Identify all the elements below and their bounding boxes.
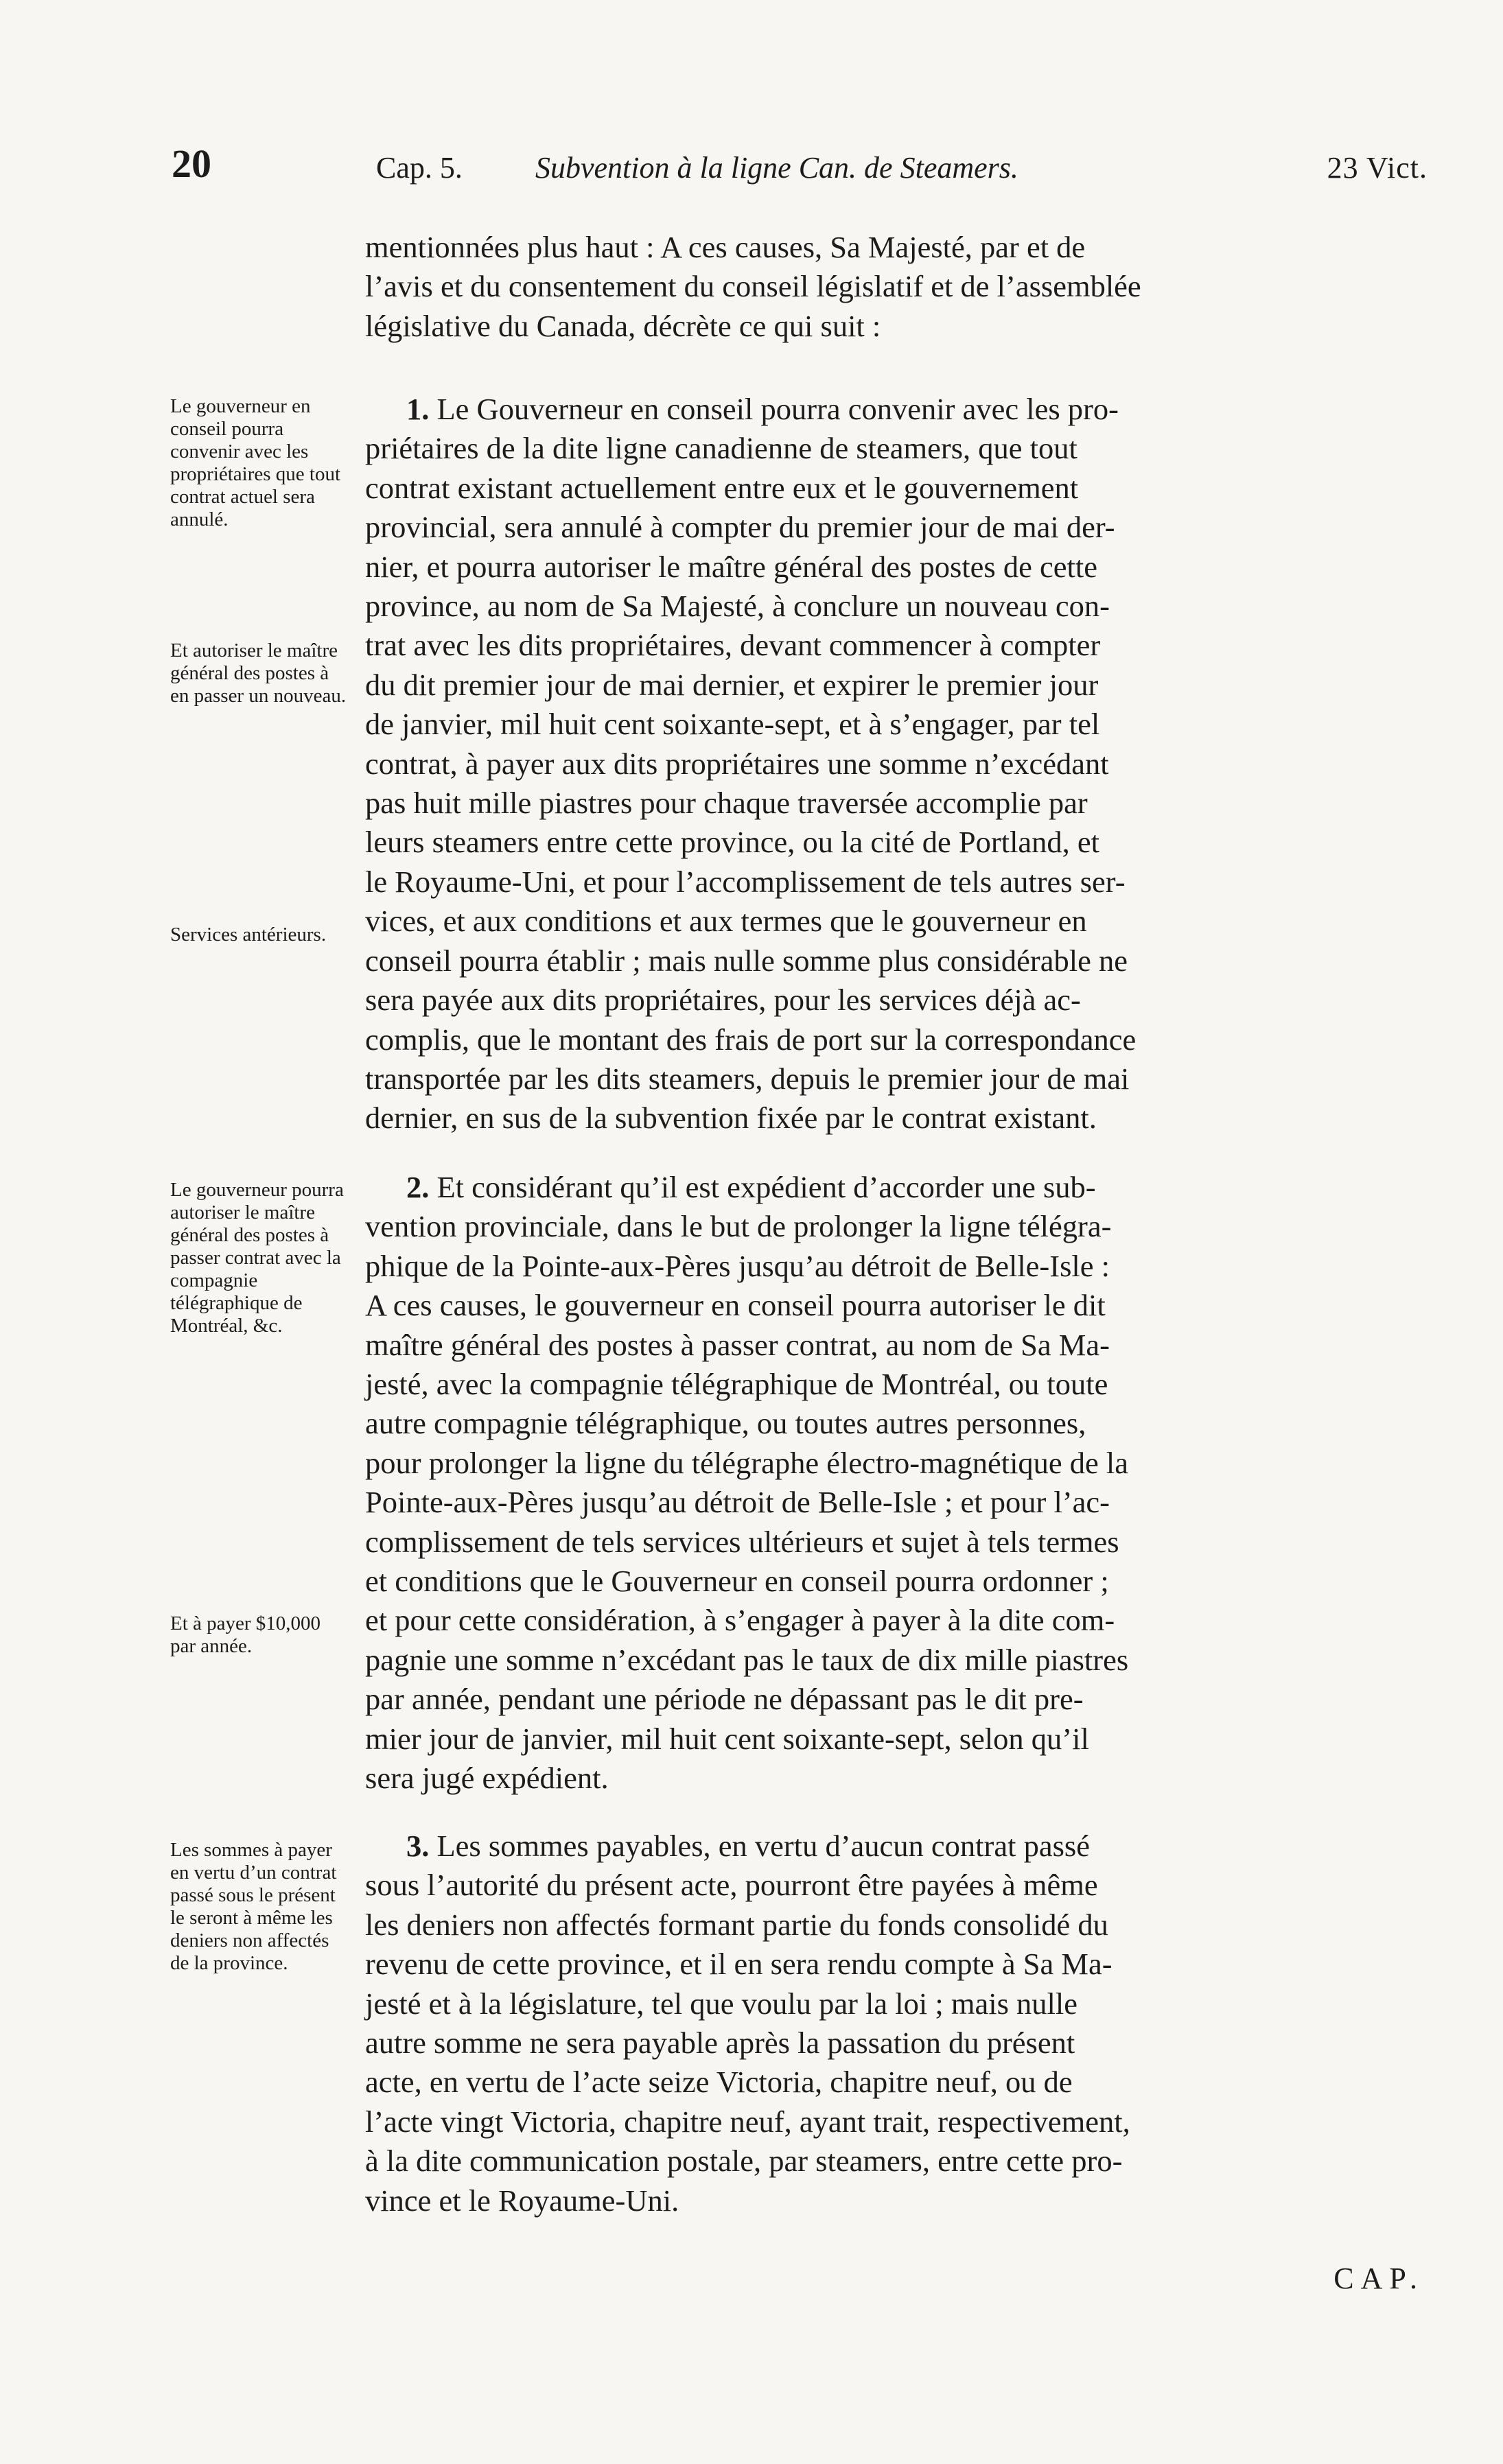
text-line: Pointe-aux-Pères jusqu’au détroit de Belle-Isle ; et pour l’ac- [365,1485,1110,1520]
intro-paragraph [365,228,1422,346]
text-line: vention provinciale, dans le but de prolonger la ligne télégra- [365,1209,1112,1244]
running-title: Subvention à la ligne Can. de Steamers. [535,151,1018,185]
text-line: mentionnées plus haut : A ces causes, Sa Majesté, par et de [365,230,1086,264]
section-3 [365,1827,1422,2220]
margin-note: Et autoriser le maître général des postes à en passer un nouveau. [170,640,347,707]
text-line: autre compagnie télégraphique, ou toutes autres personnes, [365,1406,1086,1441]
section-number: 1. [406,392,430,426]
regnal-year: 23 Vict. [1327,151,1428,185]
section-1 [365,390,1422,1138]
text-line: vices, et aux conditions et aux termes que le gouverneur en [365,904,1087,939]
text-line: l’avis et du consentement du conseil législatif et de l’assemblée [365,269,1141,304]
margin-note: Les sommes à payer en vertu d’un contrat passé sous le présent le seront à même les deniers non affectés de la province. [170,1839,337,1974]
text-line: autre somme ne sera payable après la passation du présent [365,2026,1075,2061]
text-line: priétaires de la dite ligne canadienne de steamers, que tout [365,431,1077,466]
running-header [172,141,1428,196]
section-number: 3. [406,1829,430,1863]
text-line: nier, et pourra autoriser le maître général des postes de cette [365,549,1097,584]
text-line: du dit premier jour de mai dernier, et expirer le premier jour [365,667,1099,702]
text-line: provincial, sera annulé à compter du premier jour de mai der- [365,510,1115,545]
page-number: 20 [172,141,211,186]
section-2 [365,1168,1422,1798]
text-line: conseil pourra établir ; mais nulle somme plus considérable ne [365,943,1128,978]
text-line: transportée par les dits steamers, depuis le premier jour de mai [365,1061,1130,1096]
text-line: législative du Canada, décrète ce qui suit : [365,308,881,343]
section-first-line [365,1827,1422,1866]
text-line: jesté et à la législature, tel que voulu par la loi ; mais nulle [365,1986,1078,2021]
text-line: sera payée aux dits propriétaires, pour les services déjà ac- [365,983,1081,1018]
text-line: contrat existant actuellement entre eux et le gouvernement [365,470,1079,505]
chapter-label: Cap. 5. [376,151,463,185]
text-line: Et considérant qu’il est expédient d’accorder une sub- [436,1170,1096,1204]
text-line: complissement de tels services ultérieurs et sujet à tels termes [365,1524,1119,1559]
text-line: et pour cette considération, à s’engager à payer à la dite com- [365,1603,1115,1638]
text-line: phique de la Pointe-aux-Pères jusqu’au détroit de Belle-Isle : [365,1248,1110,1283]
text-line: trat avec les dits propriétaires, devant commencer à compter [365,628,1101,663]
text-line: Le Gouverneur en conseil pourra convenir avec les pro- [436,392,1119,426]
text-line: vince et le Royaume-Uni. [365,2183,679,2218]
section-number: 2. [406,1170,430,1204]
text-line: mier jour de janvier, mil huit cent soixante-sept, selon qu’il [365,1721,1089,1756]
catchword: CAP. [1333,2262,1424,2295]
text-line: A ces causes, le gouverneur en conseil pourra autoriser le dit [365,1288,1106,1323]
margin-note: Le gouverneur en conseil pourra convenir avec les propriétaires que tout contrat actuel sera annulé. [170,395,341,530]
text-line: leurs steamers entre cette province, ou la cité de Portland, et [365,825,1100,860]
margin-note: Le gouverneur pourra autoriser le maître général des postes à passer contrat avec la compagnie télégraphique de Montréal, &c. [170,1179,344,1337]
text-line: pagnie une somme n’excédant pas le taux de dix mille piastres [365,1642,1129,1677]
text-line: jesté, avec la compagnie télégraphique de Montréal, ou toute [365,1367,1108,1402]
text-line: à la dite communication postale, par steamers, entre cette pro- [365,2144,1123,2179]
text-line: les deniers non affectés formant partie du fonds consolidé du [365,1907,1108,1942]
margin-note: Et à payer $10,000 par année. [170,1612,321,1657]
text-line: par année, pendant une période ne dépassant pas le dit pre- [365,1682,1084,1717]
text-line: complis, que le montant des frais de port sur la correspondance [365,1022,1137,1057]
text-line: revenu de cette province, et il en sera rendu compte à Sa Ma- [365,1947,1112,1982]
text-line: le Royaume-Uni, et pour l’accomplissement de tels autres ser- [365,864,1126,899]
text-line: contrat, à payer aux dits propriétaires une somme n’excédant [365,746,1109,781]
text-line: province, au nom de Sa Majesté, à conclure un nouveau con- [365,589,1110,624]
text-line: acte, en vertu de l’acte seize Victoria, chapitre neuf, ou de [365,2065,1073,2100]
section-first-line [365,1168,1422,1207]
text-line: pour prolonger la ligne du télégraphe électro-magnétique de la [365,1445,1129,1480]
text-line: dernier, en sus de la subvention fixée par le contrat existant. [365,1101,1097,1136]
text-line: sera jugé expédient. [365,1761,609,1796]
text-line: l’acte vingt Victoria, chapitre neuf, ayant trait, respectivement, [365,2104,1130,2139]
section-first-line [365,390,1422,429]
margin-note: Services antérieurs. [170,924,327,946]
text-line: sous l’autorité du présent acte, pourront être payées à même [365,1868,1098,1903]
text-line: maître général des postes à passer contrat, au nom de Sa Ma- [365,1327,1110,1362]
text-line: de janvier, mil huit cent soixante-sept, et à s’engager, par tel [365,707,1100,742]
text-line: pas huit mille piastres pour chaque traversée accomplie par [365,786,1088,821]
text-line: Les sommes payables, en vertu d’aucun contrat passé [436,1829,1090,1863]
text-line: et conditions que le Gouverneur en conseil pourra ordonner ; [365,1564,1109,1599]
